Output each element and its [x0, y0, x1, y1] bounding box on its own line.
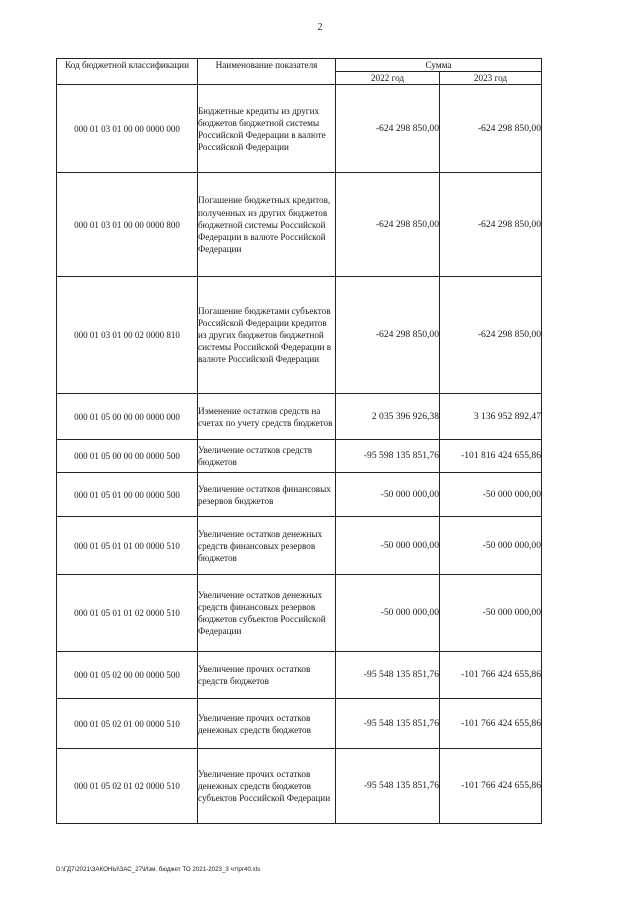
row-amount-2022: -50 000 000,00	[336, 517, 440, 575]
row-name: Погашение бюджетных кредитов, полученных из других бюджетов бюджетной системы Российской Федерации в валюте Российской Федерации	[198, 173, 336, 277]
row-amount-2022: -50 000 000,00	[336, 473, 440, 517]
budget-table	[56, 58, 542, 824]
row-amount-2023: -101 816 424 655,86	[440, 440, 542, 473]
header-year-2022: 2022 год	[336, 72, 440, 85]
row-name: Увеличение прочих остатков денежных средств бюджетов	[198, 699, 336, 749]
row-code: 000 01 03 01 00 02 0000 810	[57, 277, 198, 394]
row-name: Увеличение остатков средств бюджетов	[198, 440, 336, 473]
row-code: 000 01 05 00 00 00 0000 500	[57, 440, 198, 473]
row-amount-2023: -50 000 000,00	[440, 575, 542, 652]
row-amount-2023: -101 766 424 655,86	[440, 749, 542, 824]
row-amount-2022: -50 000 000,00	[336, 575, 440, 652]
row-amount-2023: -50 000 000,00	[440, 517, 542, 575]
row-code: 000 01 05 02 01 02 0000 510	[57, 749, 198, 824]
row-amount-2023: 3 136 952 892,47	[440, 394, 542, 440]
header-sum: Сумма	[336, 59, 542, 72]
row-amount-2022: 2 035 396 926,38	[336, 394, 440, 440]
footer-file-path: D:\ГД7\2021\ЗАКОНЫ\ЗАС_27\Изм. бюджет ТО 2021-2023_3 чт\рг40.xls	[56, 866, 261, 873]
row-name: Бюджетные кредиты из других бюджетов бюджетной системы Российской Федерации в валюте Российской Федерации	[198, 85, 336, 173]
row-amount-2022: -624 298 850,00	[336, 85, 440, 173]
table-row	[57, 440, 542, 473]
row-amount-2023: -624 298 850,00	[440, 173, 542, 277]
table-row	[57, 517, 542, 575]
row-amount-2023: -101 766 424 655,86	[440, 652, 542, 699]
row-amount-2022: -95 598 135 851,76	[336, 440, 440, 473]
table-row	[57, 699, 542, 749]
header-year-2023: 2023 год	[440, 72, 542, 85]
table-row	[57, 394, 542, 440]
table-row	[57, 277, 542, 394]
row-name: Увеличение остатков денежных средств финансовых резервов бюджетов субъектов Российской Федерации	[198, 575, 336, 652]
row-code: 000 01 05 01 01 00 0000 510	[57, 517, 198, 575]
table-row	[57, 749, 542, 824]
row-name: Увеличение прочих остатков средств бюджетов	[198, 652, 336, 699]
row-name: Увеличение остатков финансовых резервов бюджетов	[198, 473, 336, 517]
row-amount-2023: -101 766 424 655,86	[440, 699, 542, 749]
row-amount-2022: -95 548 135 851,76	[336, 652, 440, 699]
row-amount-2022: -95 548 135 851,76	[336, 749, 440, 824]
row-name: Увеличение прочих остатков денежных средств бюджетов субъектов Российской Федерации	[198, 749, 336, 824]
table-body	[57, 85, 542, 824]
row-code: 000 01 05 00 00 00 0000 000	[57, 394, 198, 440]
row-amount-2022: -624 298 850,00	[336, 277, 440, 394]
row-code: 000 01 05 01 00 00 0000 500	[57, 473, 198, 517]
header-code: Код бюджетной классификации	[57, 59, 198, 85]
row-name: Увеличение остатков денежных средств финансовых резервов бюджетов	[198, 517, 336, 575]
table-row	[57, 473, 542, 517]
table-row	[57, 173, 542, 277]
table-row	[57, 575, 542, 652]
row-code: 000 01 05 02 00 00 0000 500	[57, 652, 198, 699]
table-row	[57, 652, 542, 699]
row-amount-2022: -95 548 135 851,76	[336, 699, 440, 749]
row-amount-2023: -50 000 000,00	[440, 473, 542, 517]
row-code: 000 01 03 01 00 00 0000 800	[57, 173, 198, 277]
table-header	[57, 59, 542, 85]
table-row	[57, 85, 542, 173]
page-number: 2	[317, 22, 323, 33]
row-code: 000 01 03 01 00 00 0000 000	[57, 85, 198, 173]
row-name: Изменение остатков средств на счетах по учету средств бюджетов	[198, 394, 336, 440]
row-name: Погашение бюджетами субъектов Российской Федерации кредитов из других бюджетов бюджетной системы Российской Федерации в валюте Российской Федерации	[198, 277, 336, 394]
row-amount-2022: -624 298 850,00	[336, 173, 440, 277]
row-code: 000 01 05 01 01 02 0000 510	[57, 575, 198, 652]
row-amount-2023: -624 298 850,00	[440, 277, 542, 394]
row-code: 000 01 05 02 01 00 0000 510	[57, 699, 198, 749]
header-name: Наименование показателя	[198, 59, 336, 85]
row-amount-2023: -624 298 850,00	[440, 85, 542, 173]
